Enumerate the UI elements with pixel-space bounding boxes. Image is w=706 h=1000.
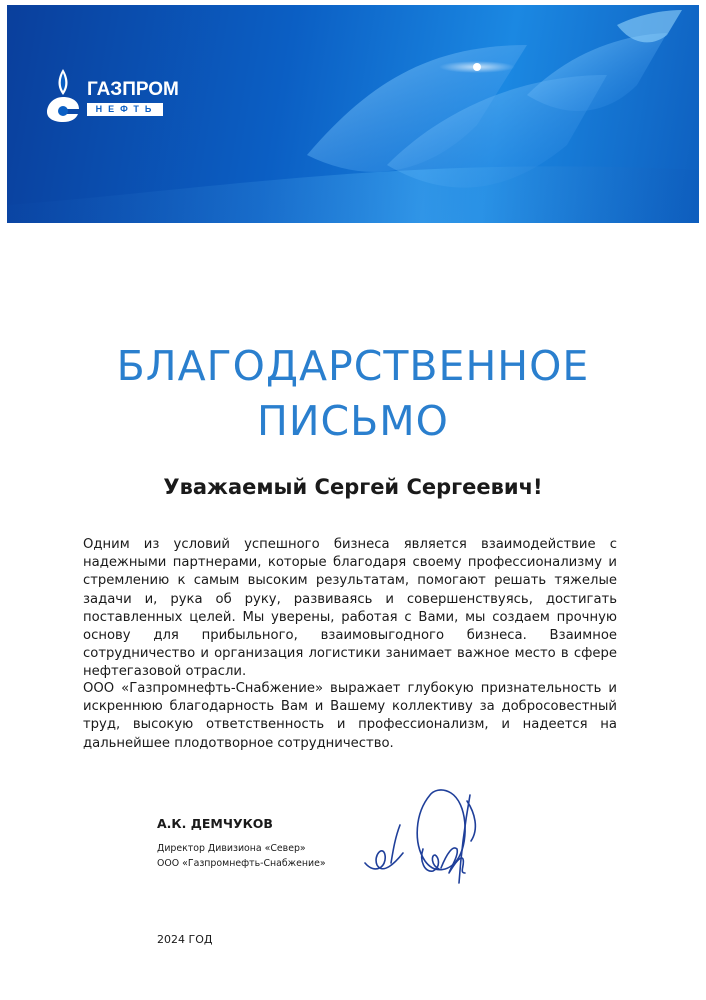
document-title-line1: БЛАГОДАРСТВЕННОЕ — [116, 342, 590, 390]
handwritten-signature — [355, 783, 505, 888]
issue-year: 2024 ГОД — [157, 933, 213, 946]
header-banner — [7, 5, 699, 223]
signatory-role: Директор Дивизиона «Север» — [157, 843, 306, 854]
signatory-name: А.К. ДЕМЧУКОВ — [157, 816, 273, 831]
logo-wordmark: ГАЗПРОМ — [87, 79, 179, 100]
flame-logo-icon — [43, 67, 83, 123]
document-title-line2: ПИСЬМО — [257, 397, 449, 445]
greeting: Уважаемый Сергей Сергеевич! — [163, 475, 543, 499]
signatory-company: ООО «Газпромнефть-Снабжение» — [157, 858, 326, 869]
logo-subtitle: НЕФТЬ — [87, 103, 163, 116]
body-paragraph-2: ООО «Газпромнефть-Снабжение» выражает глубокую признательность и искреннюю благодарность Вам и Вашему коллективу за добросовестный труд, высокую ответственность и профессионализм, и надеется на дальнейшее плодотворное сотрудничество. — [83, 681, 617, 751]
gazprom-neft-logo — [43, 67, 179, 127]
body-paragraph-1: Одним из условий успешного бизнеса является взаимодействие с надежными партнерами, которые благодаря своему профессионализму и стремлению к самым высоким результатам, помогают решать тяжелые задачи и, рука об руку, развиваясь и совершенствуясь, достигать поставленных целей. Мы уверены, работая с Вами, мы создаем прочную основу для прибыльного, взаимовыгодного бизнеса. Взаимное сотрудничество и организация логистики занимает важное место в сфере нефтегазовой отрасли. — [83, 537, 617, 680]
